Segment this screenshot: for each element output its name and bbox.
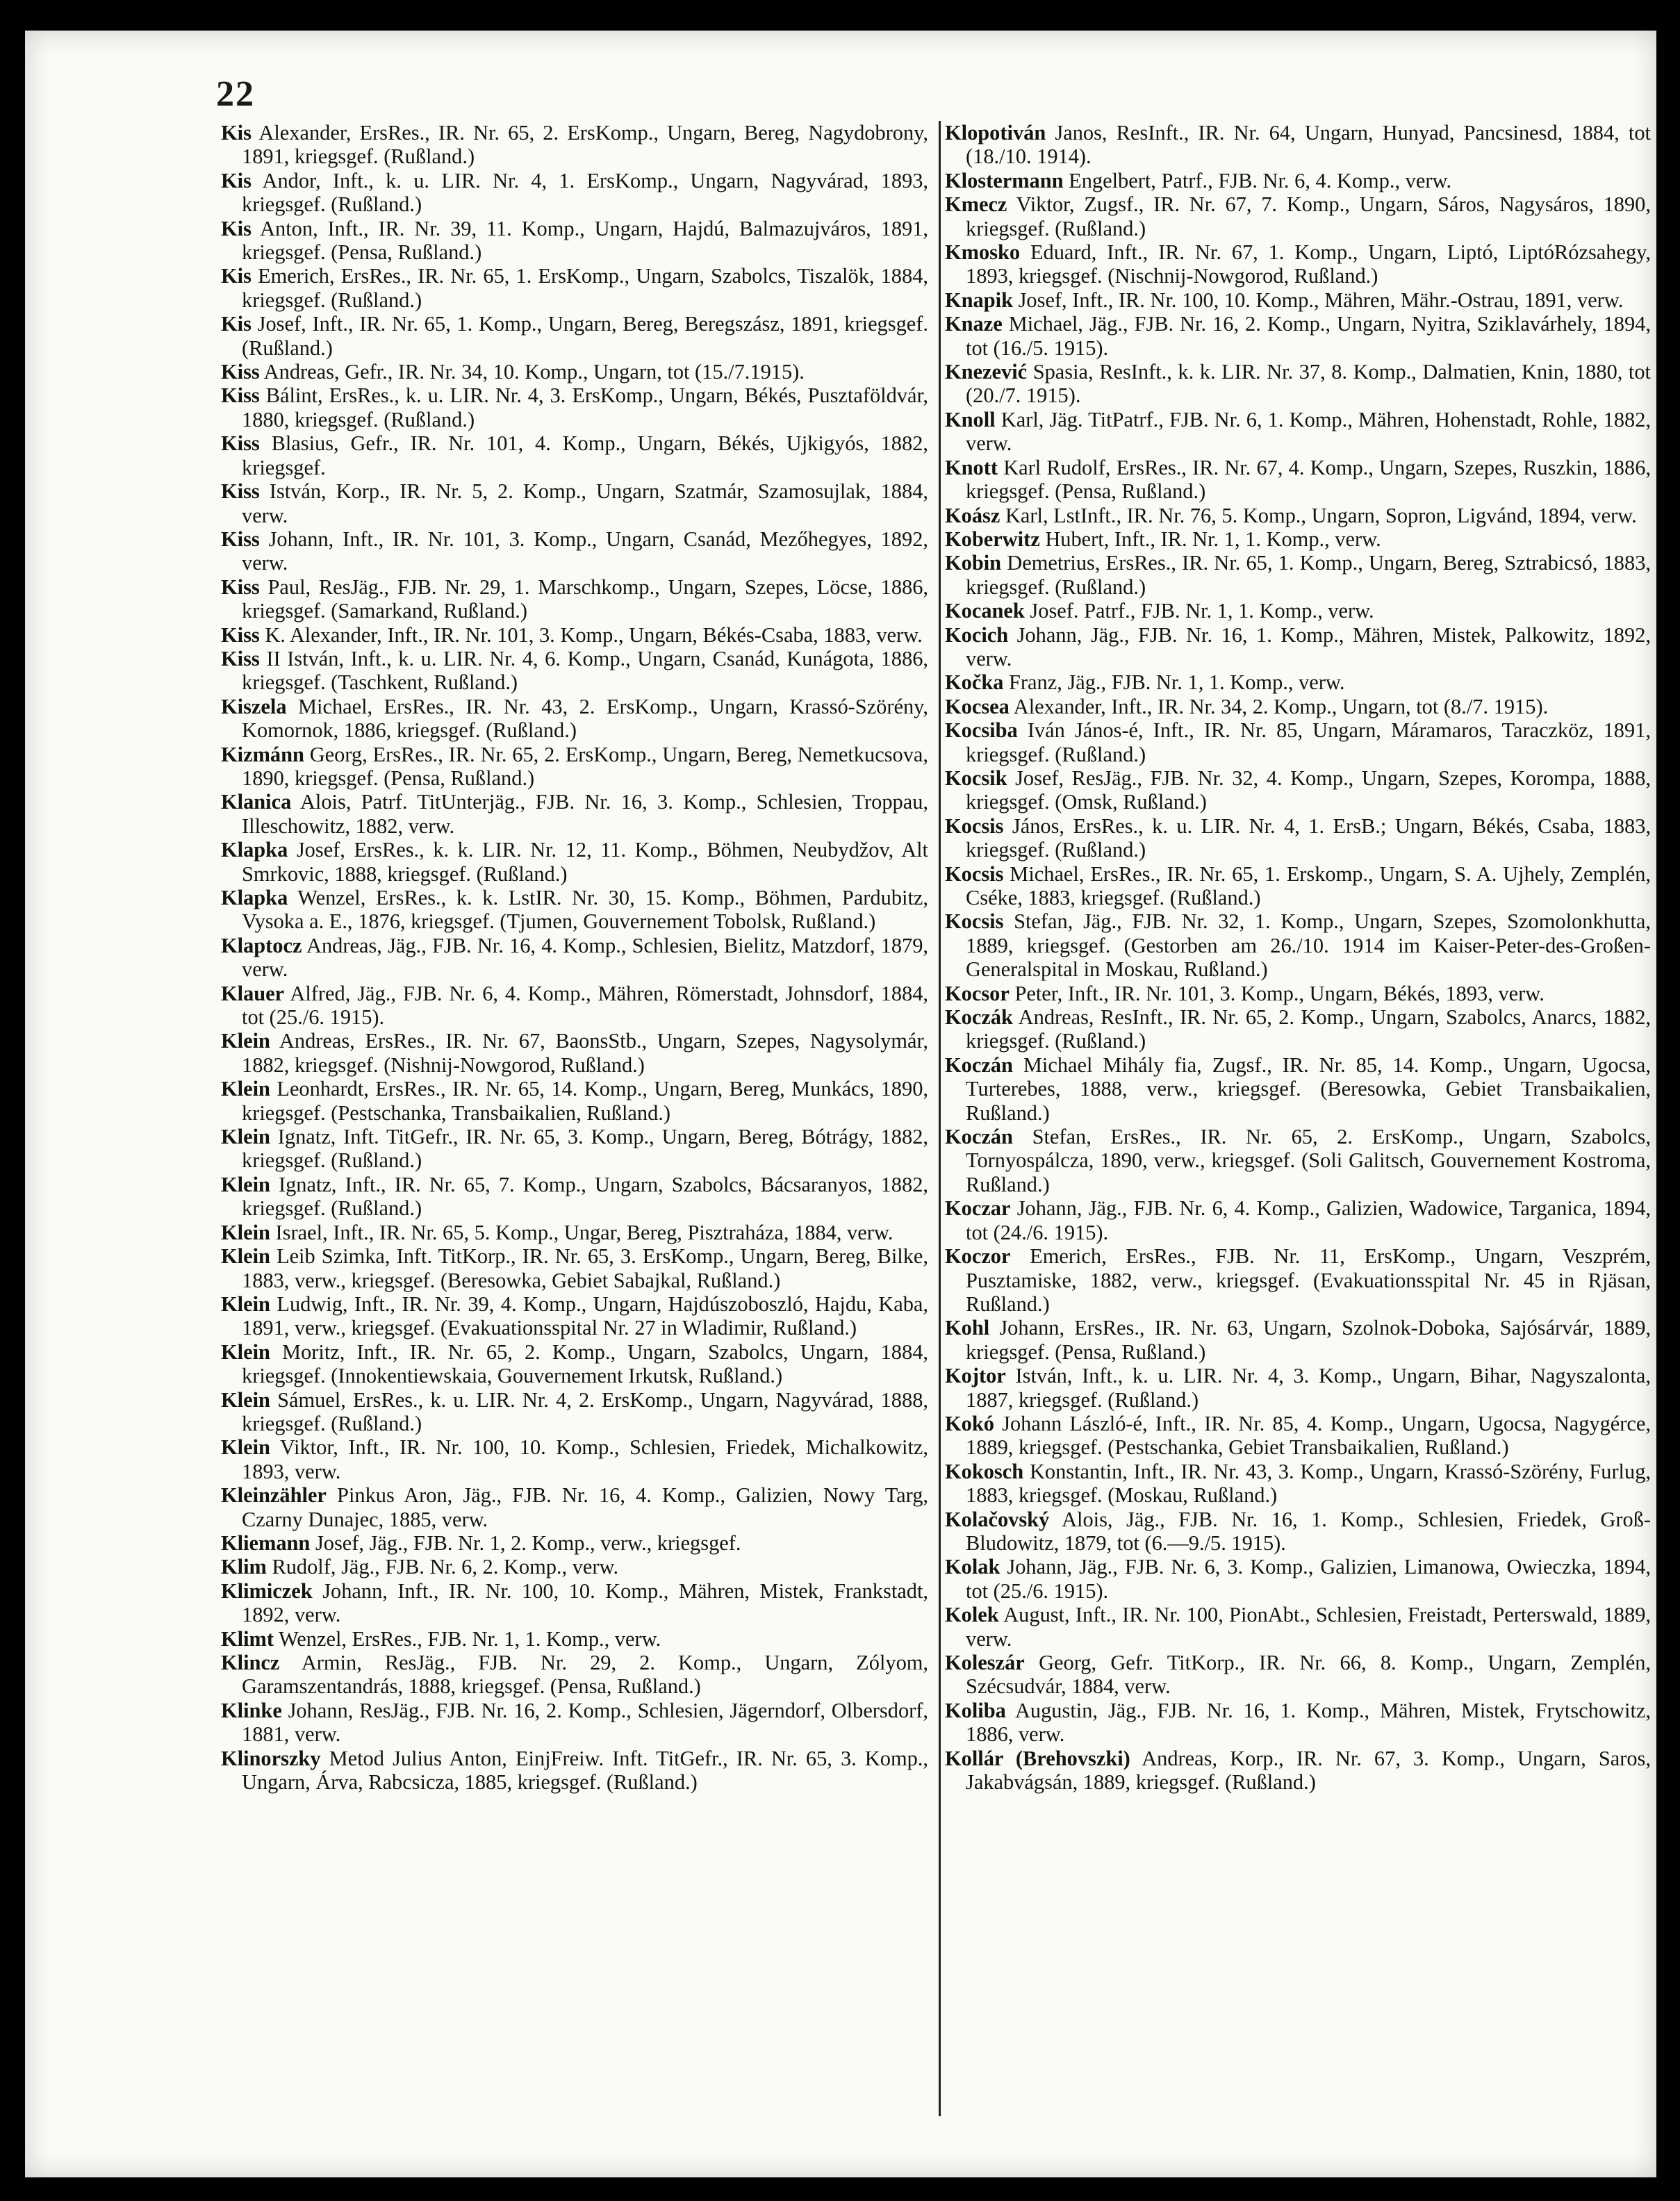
entry-details: Johann László-é, Inft., IR. Nr. 85, 4. Komp., Ungarn, Ugocsa, Nagygérce, 1889, kriegsgef. (Pestschanka, Gebiet Transbaikalien, Rußland.) (966, 1411, 1651, 1460)
entry-details: Johann, Inft., IR. Nr. 100, 10. Komp., Mähren, Mistek, Frankstadt, 1892, verw. (242, 1578, 928, 1627)
entry-surname: Klein (221, 1244, 270, 1269)
entry-surname: Kiss (221, 479, 260, 504)
entry-details: Ignatz, Inft. TitGefr., IR. Nr. 65, 3. Komp., Ungarn, Bereg, Bótrágy, 1882, kriegsgef. (Rußland.) (242, 1125, 928, 1173)
register-entry (221, 121, 928, 169)
entry-surname: Klinorszky (221, 1746, 321, 1770)
entry-surname: Kiss (221, 527, 260, 551)
entry-details: II István, Inft., k. u. LIR. Nr. 4, 6. Komp., Ungarn, Csanád, Kunágota, 1886, kriegsgef. (Taschkent, Rußland.) (242, 646, 928, 695)
register-entry (221, 1483, 928, 1531)
entry-details: K. Alexander, Inft., IR. Nr. 101, 3. Komp., Ungarn, Békés-Csaba, 1883, verw. (265, 623, 923, 647)
entry-surname: Kojtor (945, 1364, 1006, 1388)
register-entry (945, 982, 1651, 1005)
entry-details: Peter, Inft., IR. Nr. 101, 3. Komp., Ungarn, Békés, 1893, verw. (1014, 981, 1545, 1005)
register-entry (221, 1125, 928, 1173)
register-entry (945, 1244, 1651, 1316)
entry-surname: Klim (221, 1555, 267, 1579)
entry-details: Emerich, ErsRes., IR. Nr. 65, 1. ErsKomp., Ungarn, Szabolcs, Tiszalök, 1884, kriegsgef. (Rußland.) (242, 264, 928, 312)
register-entry (945, 1005, 1651, 1053)
entry-surname: Kliemann (221, 1531, 311, 1555)
register-entry (945, 360, 1651, 408)
register-entry (945, 1053, 1651, 1125)
register-entry (221, 1699, 928, 1747)
entry-details: Engelbert, Patrf., FJB. Nr. 6, 4. Komp., verw. (1069, 168, 1452, 192)
register-entry (945, 288, 1651, 312)
register-entry (221, 1555, 928, 1578)
entry-surname: Klein (221, 1029, 270, 1053)
entry-details: Alois, Patrf. TitUnterjäg., FJB. Nr. 16, 3. Komp., Schlesien, Troppau, Illeschowitz, 1882, verw. (242, 790, 928, 838)
entry-surname: Klein (221, 1125, 270, 1149)
right-column (945, 121, 1651, 1794)
entry-details: Karl, Jäg. TitPatrf., FJB. Nr. 6, 1. Komp., Mähren, Hohenstadt, Rohle, 1882, verw. (966, 407, 1652, 456)
register-entry (221, 1627, 928, 1651)
entry-surname: Kis (221, 216, 252, 240)
register-entry (221, 1244, 928, 1292)
register-entry (945, 1364, 1651, 1412)
entry-details: Josef, ResJäg., FJB. Nr. 32, 4. Komp., Ungarn, Szepes, Korompa, 1888, kriegsgef. (Omsk, Rußland.) (966, 766, 1651, 814)
entry-details: Josef. Patrf., FJB. Nr. 1, 1. Komp., verw. (1030, 599, 1374, 623)
entry-details: Alexander, ErsRes., IR. Nr. 65, 2. ErsKomp., Ungarn, Bereg, Nagydobrony, 1891, kriegsgef. (Rußland.) (242, 121, 928, 169)
entry-details: Alexander, Inft., IR. Nr. 34, 2. Komp., Ungarn, tot (8./7. 1915). (1013, 694, 1549, 718)
entry-details: Metod Julius Anton, EinjFreiw. Inft. TitGefr., IR. Nr. 65, 3. Komp., Ungarn, Árva, Rabcsicza, 1885, kriegsgef. (Rußland.) (242, 1746, 928, 1795)
entry-surname: Kokó (945, 1411, 994, 1435)
register-entry (221, 743, 928, 791)
entry-surname: Kolek (945, 1603, 999, 1627)
entry-details: Rudolf, Jäg., FJB. Nr. 6, 2. Komp., verw. (272, 1555, 619, 1579)
entry-details: Andreas, Gefr., IR. Nr. 34, 10. Komp., Ungarn, tot (15./7.1915). (263, 360, 805, 384)
entry-surname: Klapka (221, 838, 288, 862)
entry-surname: Knezević (945, 360, 1028, 384)
entry-details: Emerich, ErsRes., FJB. Nr. 11, ErsKomp., Ungarn, Veszprém, Pusztamiske, 1882, verw., kriegsgef. (Evakuationsspital Nr. 45 in Rjäsan, Rußland.) (966, 1244, 1651, 1316)
register-entry (221, 623, 928, 647)
entry-surname: Koczán (945, 1053, 1013, 1077)
entry-surname: Knoll (945, 407, 996, 431)
entry-details: Bálint, ErsRes., k. u. LIR. Nr. 4, 3. ErsKomp., Ungarn, Békés, Pusztaföldvár, 1880, kriegsgef. (Rußland.) (242, 384, 928, 431)
entry-details: Wenzel, ErsRes., k. k. LstIR. Nr. 30, 15. Komp., Böhmen, Pardubitz, Vysoka a. E., 1876, kriegsgef. (Tjumen, Gouvernement Tobolsk, Rußland.) (242, 886, 928, 934)
entry-details: Josef, Jäg., FJB. Nr. 1, 2. Komp., verw., kriegsgef. (315, 1531, 741, 1555)
document-page (25, 31, 1656, 2177)
column-divider (939, 121, 941, 2116)
register-entry (945, 670, 1651, 694)
register-entry (945, 527, 1651, 551)
entry-surname: Kocanek (945, 599, 1025, 623)
entry-surname: Kiss (221, 646, 260, 670)
register-entry (221, 982, 928, 1030)
entry-details: Augustin, Jäg., FJB. Nr. 16, 1. Komp., Mähren, Mistek, Frytschowitz, 1886, verw. (966, 1698, 1651, 1747)
register-entry (945, 1125, 1651, 1196)
register-entry (221, 431, 928, 479)
register-entry (945, 1508, 1651, 1556)
entry-surname: Klopotiván (945, 121, 1046, 145)
entry-surname: Koczor (945, 1244, 1011, 1269)
entry-surname: Kis (221, 121, 252, 145)
entry-details: Andreas, Korp., IR. Nr. 67, 3. Komp., Ungarn, Saros, Jakabvágsán, 1889, kriegsgef. (Rußland.) (966, 1746, 1651, 1795)
entry-surname: Kolačovský (945, 1507, 1050, 1531)
entry-details: Leonhardt, ErsRes., IR. Nr. 65, 14. Komp., Ungarn, Bereg, Munkács, 1890, kriegsgef. (Pestschanka, Transbaikalien, Rußland.) (242, 1077, 928, 1125)
register-entry (945, 240, 1651, 288)
entry-surname: Kobin (945, 551, 1002, 575)
entry-surname: Klein (221, 1172, 270, 1196)
entry-details: Ignatz, Inft., IR. Nr. 65, 7. Komp., Ungarn, Szabolcs, Bácsaranyos, 1882, kriegsgef. (Rußland.) (242, 1172, 928, 1221)
entry-surname: Kiss (221, 623, 260, 647)
entry-details: Konstantin, Inft., IR. Nr. 43, 3. Komp., Ungarn, Krassó-Szörény, Furlug, 1883, kriegsgef. (Moskau, Rußland.) (966, 1459, 1651, 1508)
entry-details: Johann, ErsRes., IR. Nr. 63, Ungarn, Szolnok-Doboka, Sajósárvár, 1889, kriegsgef. (Pensa, Rußland.) (966, 1316, 1651, 1364)
left-column (221, 121, 928, 1794)
register-entry (221, 1435, 928, 1483)
register-entry (221, 575, 928, 623)
entry-surname: Klimt (221, 1626, 274, 1651)
register-entry (221, 384, 928, 431)
register-entry (221, 1651, 928, 1699)
entry-surname: Klauer (221, 981, 285, 1005)
entry-details: Georg, Gefr. TitKorp., IR. Nr. 66, 8. Komp., Ungarn, Zemplén, Szécsudvár, 1884, verw. (966, 1651, 1651, 1699)
register-entry (945, 695, 1651, 718)
entry-details: Michael, ErsRes., IR. Nr. 43, 2. ErsKomp., Ungarn, Krassó-Szörény, Komornok, 1886, kriegsgef. (Rußland.) (242, 694, 928, 743)
entry-details: Demetrius, ErsRes., IR. Nr. 65, 1. Komp., Ungarn, Bereg, Sztrabicsó, 1883, kriegsgef. (Rußland.) (966, 551, 1651, 599)
register-entry (945, 1316, 1651, 1364)
entry-details: Karl Rudolf, ErsRes., IR. Nr. 67, 4. Komp., Ungarn, Szepes, Ruszkin, 1886, kriegsgef. (Pensa, Rußland.) (966, 455, 1651, 504)
entry-surname: Klein (221, 1387, 270, 1412)
register-entry (221, 479, 928, 527)
register-entry (945, 192, 1651, 240)
entry-details: János, ErsRes., k. u. LIR. Nr. 4, 1. ErsB.; Ungarn, Békés, Csaba, 1883, kriegsgef. (Rußland.) (966, 814, 1651, 862)
entry-details: Leib Szimka, Inft. TitKorp., IR. Nr. 65, 3. ErsKomp., Ungarn, Bereg, Bilke, 1883, verw., kriegsgef. (Beresowka, Gebiet Sabajkal, Rußland.) (242, 1244, 928, 1292)
entry-details: Karl, LstInft., IR. Nr. 76, 5. Komp., Ungarn, Sopron, Ligvánd, 1894, verw. (1005, 503, 1637, 527)
entry-details: Stefan, Jäg., FJB. Nr. 32, 1. Komp., Ungarn, Szepes, Szomolonkhutta, 1889, kriegsgef. (Gestorben am 26./10. 1914 im Kaiser-Peter-des-Großen-Generalspital in Moskau, Rußland.) (966, 909, 1651, 982)
register-entry (221, 1747, 928, 1795)
entry-surname: Kohl (945, 1316, 990, 1340)
register-entry (945, 862, 1651, 910)
entry-surname: Kocsiba (945, 718, 1018, 743)
entry-details: Armin, ResJäg., FJB. Nr. 29, 2. Komp., Ungarn, Zólyom, Garamszentandrás, 1888, kriegsgef. (Pensa, Rußland.) (242, 1651, 929, 1699)
entry-surname: Kiss (221, 431, 260, 456)
entry-surname: Koász (945, 503, 1000, 527)
entry-details: Josef, ErsRes., k. k. LIR. Nr. 12, 11. Komp., Böhmen, Neubydžov, Alt Smrkovic, 1888, kriegsgef. (Rußland.) (242, 838, 928, 886)
entry-surname: Koczán (945, 1125, 1013, 1149)
entry-details: Johann, Jäg., FJB. Nr. 6, 3. Komp., Galizien, Limanowa, Owieczka, 1894, tot (25./6. 1915). (966, 1555, 1651, 1603)
entry-surname: Klanica (221, 790, 292, 814)
register-entry (945, 1699, 1651, 1747)
register-entry (221, 1221, 928, 1244)
entry-details: István, Korp., IR. Nr. 5, 2. Komp., Ungarn, Szatmár, Szamosujlak, 1884, verw. (242, 479, 928, 527)
register-entry (945, 456, 1651, 504)
register-entry (945, 599, 1651, 623)
register-entry (221, 217, 928, 265)
register-entry (221, 647, 928, 695)
entry-details: Stefan, ErsRes., IR. Nr. 65, 2. ErsKomp., Ungarn, Szabolcs, Tornyospálcza, 1890, verw., kriegsgef. (Soli Galitsch, Gouvernement Kostroma, Rußland.) (966, 1125, 1651, 1196)
entry-surname: Knaze (945, 312, 1003, 336)
entry-surname: Klaptocz (221, 933, 302, 957)
entry-details: August, Inft., IR. Nr. 100, PionAbt., Schlesien, Freistadt, Perterswald, 1889, verw. (966, 1603, 1651, 1651)
entry-details: Alois, Jäg., FJB. Nr. 16, 1. Komp., Schlesien, Friedek, Groß-Bludowitz, 1879, tot (6.—9./5. 1915). (966, 1507, 1651, 1555)
entry-surname: Kočka (945, 670, 1004, 695)
register-entry (221, 934, 928, 982)
entry-details: István, Inft., k. u. LIR. Nr. 4, 3. Komp., Ungarn, Bihar, Nagyszalonta, 1887, kriegsgef. (Rußland.) (966, 1364, 1651, 1412)
register-entry (945, 814, 1651, 862)
register-entry (221, 1579, 928, 1627)
entry-surname: Klein (221, 1220, 270, 1244)
register-entry (945, 766, 1651, 814)
entry-surname: Kiss (221, 575, 260, 599)
entry-details: Blasius, Gefr., IR. Nr. 101, 4. Komp., Ungarn, Békés, Ujkigyós, 1882, kriegsgef. (242, 431, 928, 479)
page-number: 22 (216, 74, 255, 114)
entry-surname: Knapik (945, 288, 1013, 312)
entry-surname: Koleszár (945, 1651, 1025, 1674)
entry-details: Ludwig, Inft., IR. Nr. 39, 4. Komp., Ungarn, Hajdúszoboszló, Hajdu, Kaba, 1891, verw., kriegsgef. (Evakuationsspital Nr. 27 in Wladimir, Rußland.) (242, 1292, 928, 1340)
register-entry (945, 1555, 1651, 1603)
entry-details: Johann, Jäg., FJB. Nr. 6, 4. Komp., Galizien, Wadowice, Targanica, 1894, tot (24./6. 1915). (966, 1196, 1651, 1244)
entry-surname: Kocich (945, 623, 1009, 647)
entry-details: Georg, ErsRes., IR. Nr. 65, 2. ErsKomp., Ungarn, Bereg, Nemetkucsova, 1890, kriegsgef. (Pensa, Rußland.) (242, 742, 928, 790)
register-entry (945, 551, 1651, 599)
entry-surname: Kis (221, 168, 252, 192)
entry-surname: Kocsik (945, 766, 1007, 790)
register-entry (221, 1388, 928, 1436)
entry-details: Eduard, Inft., IR. Nr. 67, 1. Komp., Ungarn, Liptó, LiptóRózsahegy, 1893, kriegsgef. (Nischnij-Nowgorod, Rußland.) (966, 240, 1651, 288)
register-entry (945, 1412, 1651, 1460)
entry-details: Spasia, ResInft., k. k. LIR. Nr. 37, 8. Komp., Dalmatien, Knin, 1880, tot (20./7. 1915). (966, 360, 1651, 408)
register-entry (945, 408, 1651, 456)
entry-surname: Klincz (221, 1651, 280, 1674)
entry-details: Hubert, Inft., IR. Nr. 1, 1. Komp., verw. (1045, 527, 1381, 551)
entry-surname: Koczar (945, 1196, 1011, 1221)
entry-details: Moritz, Inft., IR. Nr. 65, 2. Komp., Ungarn, Szabolcs, Ungarn, 1884, kriegsgef. (Innokentiewskaia, Gouvernement Irkutsk, Rußland.) (242, 1339, 928, 1388)
entry-surname: Kolak (945, 1555, 1000, 1579)
entry-details: Israel, Inft., IR. Nr. 65, 5. Komp., Ungar, Bereg, Pisztraháza, 1884, verw. (275, 1220, 893, 1244)
register-entry (945, 1651, 1651, 1699)
register-entry (221, 838, 928, 886)
entry-details: Michael, Jäg., FJB. Nr. 16, 2. Komp., Ungarn, Nyitra, Sziklavárhely, 1894, tot (16./5. 1915). (966, 312, 1651, 360)
entry-details: Pinkus Aron, Jäg., FJB. Nr. 16, 4. Komp., Galizien, Nowy Targ, Czarny Dunajec, 1885, verw. (242, 1483, 928, 1531)
entry-surname: Klinke (221, 1698, 282, 1722)
entry-details: Viktor, Zugsf., IR. Nr. 67, 7. Komp., Ungarn, Sáros, Nagysáros, 1890, kriegsgef. (Rußland.) (966, 192, 1651, 240)
register-entry (221, 360, 928, 384)
register-entry (221, 1531, 928, 1555)
entry-surname: Kocsis (945, 814, 1004, 838)
entry-details: Michael Mihály fia, Zugsf., IR. Nr. 85, 14. Komp., Ungarn, Ugocsa, Turterebes, 1888, verw., kriegsgef. (Beresowka, Gebiet Transbaikalien, Rußland.) (966, 1053, 1651, 1125)
register-entry (945, 1747, 1651, 1795)
entry-surname: Klimiczek (221, 1578, 313, 1603)
entry-surname: Kollár (Brehovszki) (945, 1746, 1130, 1770)
entry-surname: Klapka (221, 886, 288, 909)
register-entry (221, 264, 928, 312)
entry-surname: Koliba (945, 1698, 1006, 1722)
entry-surname: Kiss (221, 360, 260, 384)
entry-surname: Kocsis (945, 909, 1004, 934)
entry-details: Alfred, Jäg., FJB. Nr. 6, 4. Komp., Mähren, Römerstadt, Johnsdorf, 1884, tot (25./6. 1915). (242, 981, 929, 1030)
entry-surname: Kiszela (221, 694, 287, 718)
entry-details: Andor, Inft., k. u. LIR. Nr. 4, 1. ErsKomp., Ungarn, Nagyvárad, 1893, kriegsgef. (Rußland.) (242, 168, 929, 217)
entry-details: Andreas, ResInft., IR. Nr. 65, 2. Komp., Ungarn, Szabolcs, Anarcs, 1882, kriegsgef. (Rußland.) (966, 1005, 1651, 1053)
entry-details: Anton, Inft., IR. Nr. 39, 11. Komp., Ungarn, Hajdú, Balmazujváros, 1891, kriegsgef. (Pensa, Rußland.) (242, 216, 928, 265)
entry-surname: Kmecz (945, 192, 1007, 217)
entry-surname: Kokosch (945, 1459, 1024, 1483)
entry-surname: Kleinzähler (221, 1483, 327, 1508)
entry-surname: Kocsea (945, 694, 1010, 718)
register-entry (221, 790, 928, 838)
register-entry (945, 1603, 1651, 1651)
entry-details: Franz, Jäg., FJB. Nr. 1, 1. Komp., verw. (1009, 670, 1345, 695)
entry-details: Janos, ResInft., IR. Nr. 64, Ungarn, Hunyad, Pancsinesd, 1884, tot (18./10. 1914). (966, 121, 1651, 169)
entry-surname: Koberwitz (945, 527, 1040, 551)
register-entry (221, 169, 928, 217)
register-entry (945, 312, 1651, 360)
entry-surname: Kizmánn (221, 742, 304, 766)
entry-surname: Klein (221, 1339, 270, 1364)
register-entry (945, 121, 1651, 169)
entry-surname: Kis (221, 312, 252, 336)
entry-details: Andreas, Jäg., FJB. Nr. 16, 4. Komp., Schlesien, Bielitz, Matzdorf, 1879, verw. (242, 933, 929, 982)
register-entry (221, 695, 928, 743)
entry-surname: Koczák (945, 1005, 1013, 1030)
entry-details: Andreas, ErsRes., IR. Nr. 67, BaonsStb., Ungarn, Szepes, Nagysolymár, 1882, kriegsgef. (Nishnij-Nowgorod, Rußland.) (242, 1029, 928, 1077)
entry-surname: Kis (221, 264, 252, 288)
entry-surname: Knott (945, 455, 998, 479)
register-entry (221, 1173, 928, 1221)
register-entry (221, 312, 928, 360)
register-entry (221, 1029, 928, 1077)
entry-details: Iván János-é, Inft., IR. Nr. 85, Ungarn, Máramaros, Taraczköz, 1891, kriegsgef. (Rußland.) (966, 718, 1651, 766)
entry-surname: Kmosko (945, 240, 1021, 265)
entry-details: Wenzel, ErsRes., FJB. Nr. 1, 1. Komp., verw. (279, 1626, 661, 1651)
register-entry (945, 1460, 1651, 1508)
entry-surname: Kocsor (945, 981, 1010, 1005)
register-entry (221, 527, 928, 575)
register-entry (945, 718, 1651, 766)
register-entry (945, 1196, 1651, 1244)
entry-surname: Klein (221, 1292, 270, 1316)
entry-details: Johann, ResJäg., FJB. Nr. 16, 2. Komp., Schlesien, Jägerndorf, Olbersdorf, 1881, verw. (242, 1698, 928, 1747)
entry-details: Viktor, Inft., IR. Nr. 100, 10. Komp., Schlesien, Friedek, Michalkowitz, 1893, verw. (242, 1435, 928, 1483)
entry-surname: Klein (221, 1435, 270, 1460)
register-entry (221, 1292, 928, 1340)
entry-details: Sámuel, ErsRes., k. u. LIR. Nr. 4, 2. ErsKomp., Ungarn, Nagyvárad, 1888, kriegsgef. (Rußland.) (242, 1387, 928, 1435)
register-entry (945, 504, 1651, 527)
register-entry (945, 169, 1651, 192)
entry-surname: Kiss (221, 384, 260, 408)
entry-details: Michael, ErsRes., IR. Nr. 65, 1. Erskomp., Ungarn, S. A. Ujhely, Zemplén, Cséke, 1883, kriegsgef. (Rußland.) (966, 862, 1651, 909)
entry-surname: Klein (221, 1077, 270, 1101)
register-entry (945, 909, 1651, 981)
register-entry (221, 886, 928, 934)
entry-surname: Kocsis (945, 862, 1004, 886)
entry-details: Josef, Inft., IR. Nr. 65, 1. Komp., Ungarn, Bereg, Beregszász, 1891, kriegsgef. (Rußland.) (242, 312, 928, 360)
register-entry (221, 1340, 928, 1388)
register-entry (221, 1077, 928, 1125)
entry-details: Johann, Inft., IR. Nr. 101, 3. Komp., Ungarn, Csanád, Mezőhegyes, 1892, verw. (242, 527, 928, 575)
entry-surname: Klostermann (945, 168, 1064, 192)
entry-details: Paul, ResJäg., FJB. Nr. 29, 1. Marschkomp., Ungarn, Szepes, Löcse, 1886, kriegsgef. (Samarkand, Rußland.) (242, 575, 928, 623)
entry-details: Josef, Inft., IR. Nr. 100, 10. Komp., Mähren, Mähr.-Ostrau, 1891, verw. (1018, 288, 1624, 312)
register-entry (945, 623, 1651, 671)
entry-details: Johann, Jäg., FJB. Nr. 16, 1. Komp., Mähren, Mistek, Palkowitz, 1892, verw. (966, 623, 1651, 670)
